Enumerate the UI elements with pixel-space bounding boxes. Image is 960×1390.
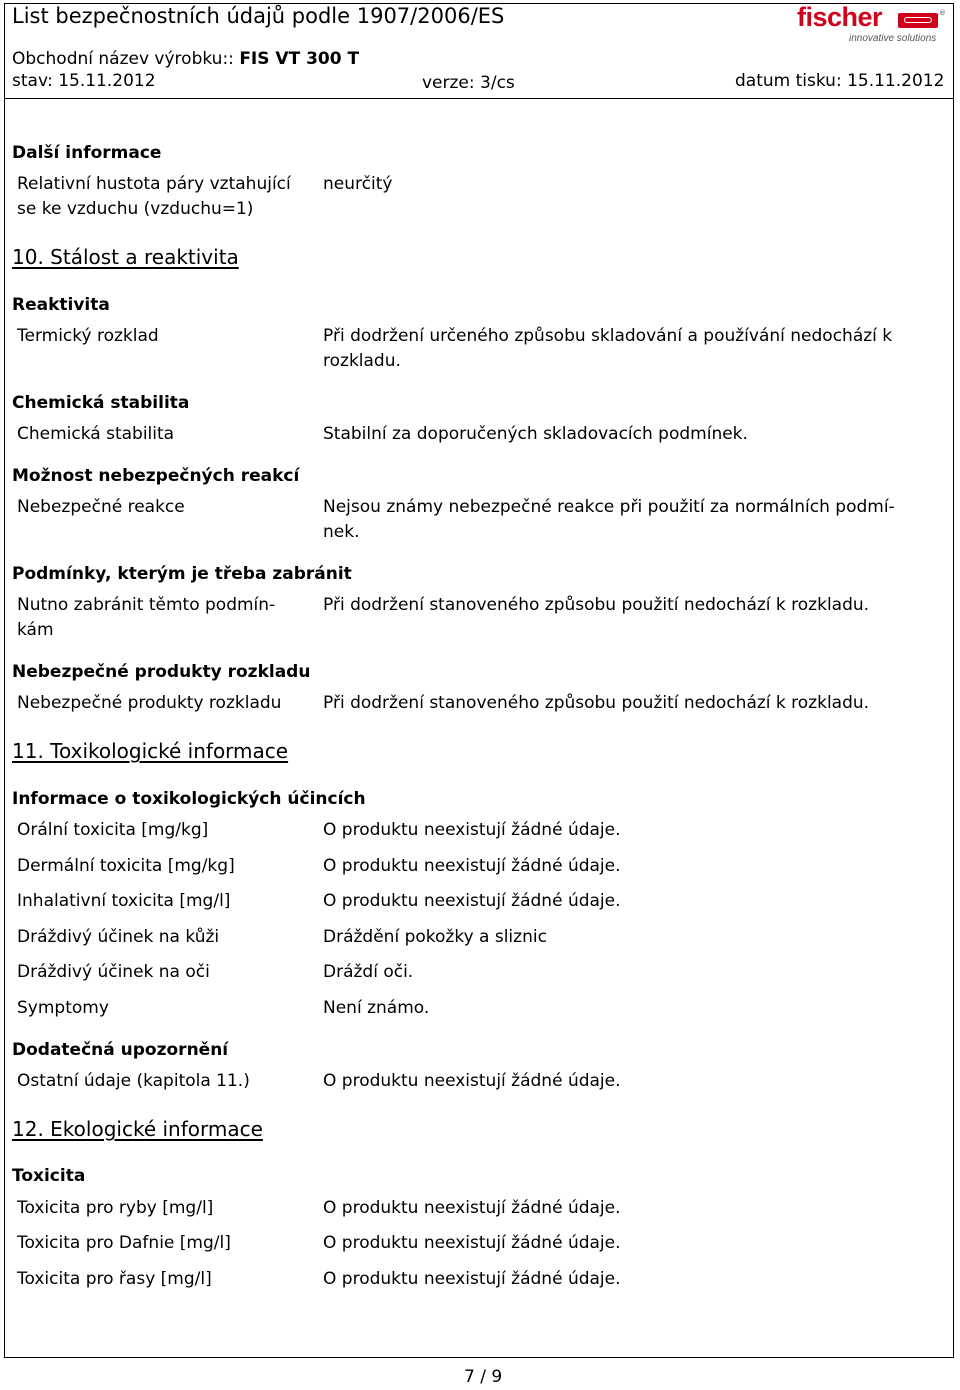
row-value: O produktu neexistují žádné údaje. bbox=[323, 1269, 621, 1289]
row-label: Nebezpečné reakce bbox=[17, 497, 185, 517]
row-label: Dráždivý účinek na oči bbox=[17, 962, 210, 982]
status-date: stav: 15.11.2012 bbox=[12, 71, 156, 91]
logo-badge-icon bbox=[898, 13, 938, 28]
section-heading-reaktivita: Reaktivita bbox=[12, 295, 110, 315]
logo-wordmark: fischer bbox=[797, 2, 883, 32]
trade-name-label: Obchodní název výrobku:: bbox=[12, 49, 234, 69]
print-date: datum tisku: 15.11.2012 bbox=[735, 71, 945, 91]
row-label: Toxicita pro Dafnie [mg/l] bbox=[17, 1233, 231, 1253]
section-heading-podminky: Podmínky, kterým je třeba zabránit bbox=[12, 564, 352, 584]
row-value: Není známo. bbox=[323, 998, 430, 1018]
section-heading-toxicita: Toxicita bbox=[12, 1166, 86, 1186]
row-value: Nejsou známy nebezpečné reakce při použití za normálních podmí- nek. bbox=[323, 497, 895, 542]
logo-registered-mark: ® bbox=[939, 9, 946, 17]
row-value: O produktu neexistují žádné údaje. bbox=[323, 820, 621, 840]
row-label: Orální toxicita [mg/kg] bbox=[17, 820, 209, 840]
row-value: O produktu neexistují žádné údaje. bbox=[323, 1233, 621, 1253]
row-label: Toxicita pro ryby [mg/l] bbox=[17, 1198, 214, 1218]
row-label: Toxicita pro řasy [mg/l] bbox=[17, 1269, 212, 1289]
row-value: Dráždí oči. bbox=[323, 962, 414, 982]
chapter-title-10: 10. Stálost a reaktivita bbox=[12, 245, 239, 269]
row-label: Dráždivý účinek na kůži bbox=[17, 927, 220, 947]
fischer-logo bbox=[797, 2, 947, 48]
row-label: Inhalativní toxicita [mg/l] bbox=[17, 891, 231, 911]
row-value: Stabilní za doporučených skladovacích podmínek. bbox=[323, 424, 748, 444]
row-value: O produktu neexistují žádné údaje. bbox=[323, 1071, 621, 1091]
chapter-title-11: 11. Toxikologické informace bbox=[12, 739, 289, 763]
row-value: O produktu neexistují žádné údaje. bbox=[323, 856, 621, 876]
row-label: Termický rozklad bbox=[17, 326, 159, 346]
row-value: O produktu neexistují žádné údaje. bbox=[323, 891, 621, 911]
row-value: neurčitý bbox=[323, 174, 393, 194]
row-label: Dermální toxicita [mg/kg] bbox=[17, 856, 235, 876]
row-label: Nutno zabránit těmto podmín- kám bbox=[17, 595, 276, 640]
trade-name-value: FIS VT 300 T bbox=[239, 49, 360, 69]
row-label: Ostatní údaje (kapitola 11.) bbox=[17, 1071, 250, 1091]
row-value: O produktu neexistují žádné údaje. bbox=[323, 1198, 621, 1218]
row-label: Symptomy bbox=[17, 998, 109, 1018]
section-heading-dodatecna-upozorneni: Dodatečná upozornění bbox=[12, 1040, 229, 1060]
section-heading-dalsi-informace: Další informace bbox=[12, 143, 162, 163]
row-value: Při dodržení stanoveného způsobu použití nedochází k rozkladu. bbox=[323, 595, 870, 615]
logo-slogan: innovative solutions bbox=[849, 33, 937, 44]
section-heading-produkty-rozkladu: Nebezpečné produkty rozkladu bbox=[12, 662, 311, 682]
section-heading-chemicka-stabilita: Chemická stabilita bbox=[12, 393, 190, 413]
section-heading-toxikologicke-ucinky: Informace o toxikologických účincích bbox=[12, 789, 366, 809]
row-value: Při dodržení určeného způsobu skladování a používání nedochází k rozkladu. bbox=[323, 326, 893, 371]
section-heading-moznost-reakci: Možnost nebezpečných reakcí bbox=[12, 466, 300, 486]
row-label: Nebezpečné produkty rozkladu bbox=[17, 693, 282, 713]
row-value: Dráždění pokožky a sliznic bbox=[323, 927, 547, 947]
header-divider bbox=[4, 98, 954, 99]
chapter-title-12: 12. Ekologické informace bbox=[12, 1117, 263, 1141]
row-label: Chemická stabilita bbox=[17, 424, 175, 444]
version: verze: 3/cs bbox=[422, 73, 515, 93]
row-label: Relativní hustota páry vztahující se ke vzduchu (vzduchu=1) bbox=[17, 174, 291, 219]
trade-name bbox=[12, 49, 359, 69]
page-number: 7 / 9 bbox=[464, 1367, 503, 1387]
document-title: List bezpečnostních údajů podle 1907/2006/ES bbox=[12, 4, 505, 28]
row-value: Při dodržení stanoveného způsobu použití nedochází k rozkladu. bbox=[323, 693, 870, 713]
